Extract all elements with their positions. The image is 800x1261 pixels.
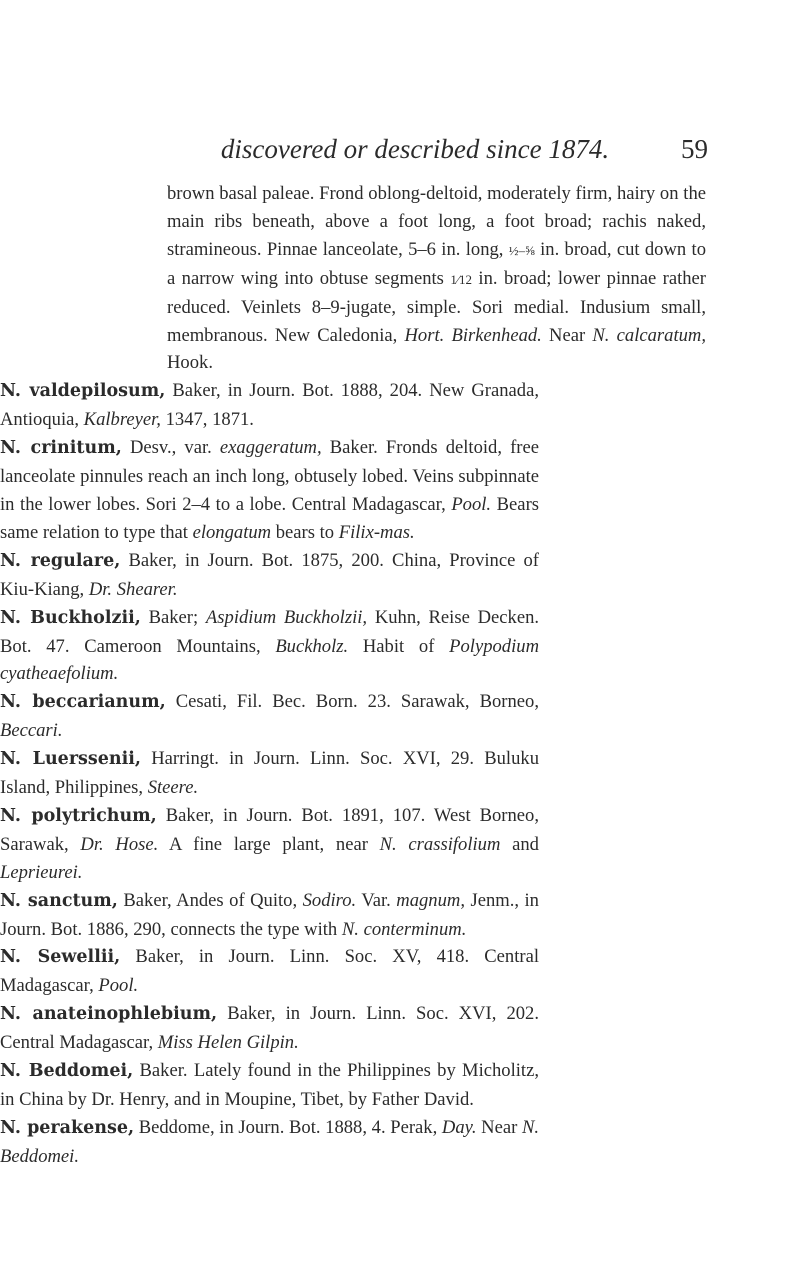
entry-text: Jenm., in Journ. Bot. 1886, 290, connects the type with (0, 889, 539, 940)
italic-text: elongatum (192, 521, 272, 543)
entry-text: Bears same relation to type that (0, 493, 539, 543)
entry-text: Var. (356, 889, 397, 911)
italic-text: Sodiro. (302, 889, 357, 911)
collector-name: Hort. Birkenhead. (404, 324, 542, 346)
entry-text: Baker, in Journ. Linn. Soc. XVI, 202. Central Madagascar, (0, 1003, 539, 1054)
species-entry (0, 1000, 539, 1057)
italic-text: exaggeratum, (219, 437, 322, 459)
fraction: ½–⅝ (508, 242, 535, 258)
species-name: N. perakense, (0, 1117, 135, 1138)
species-entry (0, 1057, 539, 1114)
running-head: discovered or described since 1874. (220, 134, 610, 164)
species-name: N. sanctum, (0, 890, 118, 911)
italic-text: Dr. Hose. (80, 833, 159, 855)
entry-text: A fine large plant, near (158, 833, 380, 855)
entry-text: Baker, in Journ. Bot. 1888, 204. New Granada, Antioquia, (0, 380, 539, 431)
italic-text: Beccari. (0, 720, 63, 742)
species-entry (0, 688, 539, 745)
italic-text: N. Beddomei. (0, 1116, 539, 1167)
species-name: N. crinitum, (0, 438, 122, 459)
italic-text: Leprieurei. (0, 861, 83, 883)
species-entry (0, 887, 539, 944)
entry-text: Baker. Fronds deltoid, free lanceolate pinnules reach an inch long, obtusely lobed. Veins subpinnate in the lower lobes. Sori 2–4 to a lobe. Central Madagascar, (0, 437, 539, 515)
species-entry (0, 604, 539, 689)
italic-text: Pool. (451, 493, 492, 515)
species-entries (0, 377, 800, 1170)
species-name: N. regulare, (0, 550, 121, 571)
entry-text: Baker, in Journ. Linn. Soc. XV, 418. Central Madagascar, (0, 946, 539, 997)
entry-text: bears to (271, 521, 339, 543)
species-name: N. beccarianum, (0, 692, 166, 713)
species-name: N. Beddomei, (0, 1061, 134, 1082)
italic-text: Steere. (147, 777, 199, 799)
species-entry (0, 802, 539, 887)
species-entry (0, 547, 539, 604)
entry-text: Cesati, Fil. Bec. Born. 23. Sarawak, Borneo, (165, 691, 539, 713)
species-name: N. polytrichum, (0, 805, 157, 826)
species-entry (0, 943, 539, 1000)
entry-text: Baker, in Journ. Bot. 1875, 200. China, Province of Kiu-Kiang, (0, 549, 539, 600)
fraction: 1⁄12 (450, 271, 472, 287)
entry-text: Baker. Lately found in the Philippines by Micholitz, in China by Dr. Henry, and in Moupine, Tibet, by Father David. (0, 1060, 539, 1110)
italic-text: Miss Helen Gilpin. (157, 1032, 299, 1054)
species-entry (0, 745, 539, 802)
page-body (0, 180, 800, 1171)
italic-text: Dr. Shearer. (88, 578, 178, 600)
entry-text: Desv., var. (121, 437, 220, 459)
italic-text: Polypodium cyatheaefolium. (0, 635, 539, 685)
italic-text: Buckholz. (275, 635, 349, 657)
entry-text: Baker, Andes of Quito, (117, 889, 303, 911)
species-name: N. Luerssenii, (0, 749, 141, 770)
entry-text: Baker; (140, 606, 206, 628)
species-name: N. Buckholzii, (0, 607, 141, 628)
page-number: 59 (681, 134, 708, 164)
species-name: N. Sewellii, (0, 947, 121, 968)
species-entry (0, 377, 539, 434)
species-reference: N. calcaratum, (592, 324, 706, 346)
species-entry (0, 434, 539, 547)
italic-text: Kalbreyer, (83, 409, 161, 431)
entry-text: Beddome, in Journ. Bot. 1888, 4. Perak, (134, 1116, 442, 1138)
italic-text: N. crassifolium (379, 833, 501, 855)
species-name: N. valdepilosum, (0, 381, 166, 402)
italic-text: Pool. (98, 975, 139, 997)
italic-text: N. conterminum. (341, 918, 467, 940)
continuation-paragraph: brown basal paleae. Frond oblong-deltoid, moderately firm, hairy on the main ribs beneath, above a foot long, a foot broad; rachis naked, stramineous. Pinnae lanceolate, 5–6 in. long, ½–⅝ in. broad, cut down to a narrow wing into obtuse segments 1⁄12 in. broad; lower pinnae rather reduced. Veinlets 8–9-jugate, simple. Sori medial. Indusium small, membranous. New Caledonia, Hort. Birkenhead. Near N. calcaratum, Hook. (167, 183, 706, 374)
entry-text: and (500, 833, 539, 855)
italic-text: Filix-mas. (338, 521, 415, 543)
species-entry (0, 1114, 539, 1171)
species-name: N. anateinophlebium, (0, 1004, 218, 1025)
entry-text: 1347, 1871. (160, 409, 254, 431)
entry-text: Kuhn, Reise Decken. Bot. 47. Cameroon Mountains, (0, 606, 540, 657)
entry-text: Near (476, 1116, 522, 1138)
italic-text: Aspidium Buckholzii, (205, 606, 368, 628)
entry-text: Habit of (348, 635, 450, 657)
entry-text: Baker, in Journ. Bot. 1891, 107. West Borneo, Sarawak, (0, 804, 539, 855)
italic-text: magnum, (396, 889, 465, 911)
entry-text: Harringt. in Journ. Linn. Soc. XVI, 29. Buluku Island, Philippines, (0, 748, 539, 799)
italic-text: Day. (441, 1116, 477, 1138)
